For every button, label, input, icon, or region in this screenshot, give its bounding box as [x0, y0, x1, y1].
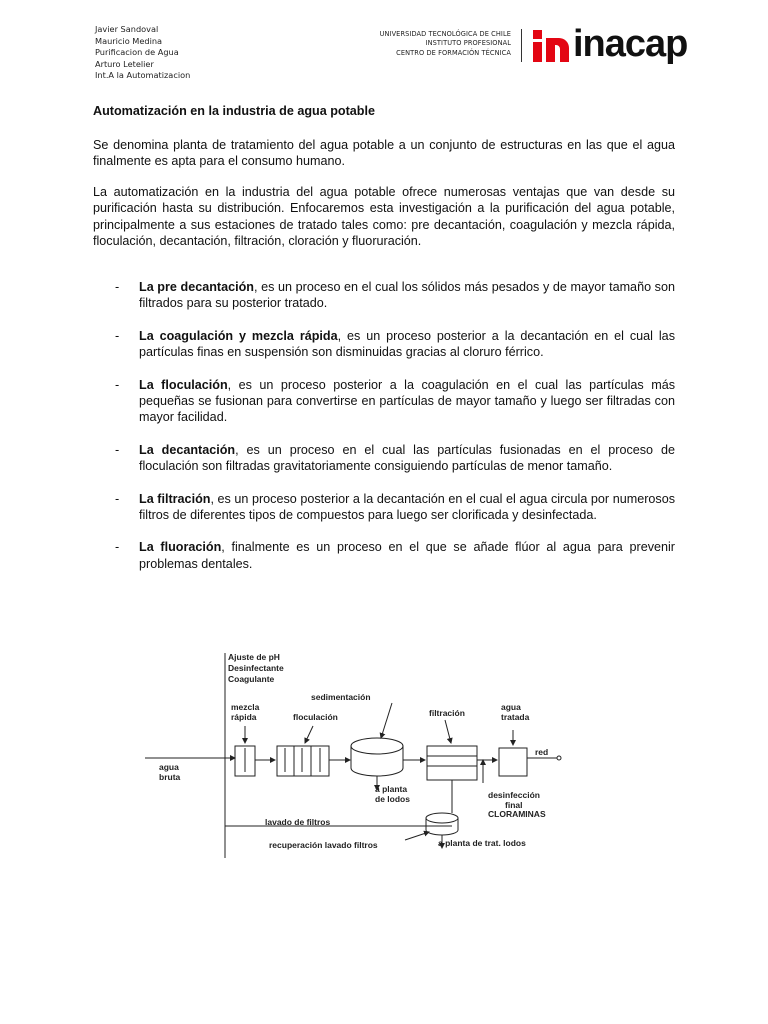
label-rapida: rápida — [231, 712, 257, 722]
author-line: Javier Sandoval — [95, 24, 159, 34]
institution-line: UNIVERSIDAD TECNOLÓGICA DE CHILE — [379, 30, 511, 38]
item-term: La floculación — [139, 377, 228, 392]
paragraph: Se denomina planta de tratamiento del agua potable a un conjunto de estructuras en las que el agua finalmente es apta para el consumo humano. — [93, 138, 675, 169]
label-desinfectante: Desinfectante — [228, 663, 284, 673]
pointer-arrow — [405, 832, 429, 840]
label-agua-bruta: agua — [159, 762, 179, 772]
label-recuperacion: recuperación lavado filtros — [269, 840, 378, 850]
label-final: final — [505, 800, 523, 810]
sedimentation-top — [351, 738, 403, 754]
author-line: Int.A la Automatizacion — [95, 70, 191, 81]
label-desinfeccion: desinfección — [488, 790, 540, 800]
bullet-dash: - — [115, 491, 120, 506]
item-text: , es un proceso posterior a la decantación en el cual las partículas finas en suspensión son disminuidas gracias al cloruro férrico. — [139, 328, 675, 360]
bullet-dash: - — [115, 442, 120, 457]
item-term: La coagulación y mezcla rápida — [139, 328, 338, 343]
label-agua-tratada: agua — [501, 702, 521, 712]
label-floculacion: floculación — [293, 712, 338, 722]
institution-line: INSTITUTO PROFESIONAL — [425, 39, 511, 48]
label-filtracion: filtración — [429, 708, 465, 718]
pointer-arrow — [445, 720, 451, 743]
item-text: , es un proceso posterior a la decantación en el cual el agua circula por numerosos filtros de diferentes tipos de compuestos para luego ser clorificada y desinfectada. — [139, 491, 675, 523]
label-planta-lodos: de lodos — [375, 794, 410, 804]
filtration-unit — [427, 746, 477, 780]
label-sedimentacion: sedimentación — [311, 692, 371, 702]
list-item — [93, 539, 675, 572]
label-agua-bruta: bruta — [159, 772, 181, 782]
inacap-logo-text: inacap — [573, 23, 688, 65]
label-ajuste-ph: Ajuste de pH — [228, 652, 280, 662]
inacap-logo-mark — [533, 30, 571, 62]
item-text: , es un proceso en el cual los sólidos más pesados y de mayor tamaño son filtrados para su posterior tratado. — [139, 280, 675, 311]
item-text: , finalmente es un proceso en el que se añade flúor al agua para prevenir problemas dentales. — [139, 540, 675, 571]
item-term: La fluoración — [139, 540, 222, 555]
item-term: La filtración — [139, 491, 211, 506]
label-red: red — [535, 747, 549, 757]
list-item — [93, 491, 675, 524]
bullet-dash: - — [115, 540, 120, 555]
author-line: Arturo Letelier — [95, 58, 154, 69]
author-list — [95, 24, 190, 82]
author-line: Purificacion de Agua — [95, 47, 179, 58]
label-coagulante: Coagulante — [228, 674, 275, 684]
list-item — [93, 377, 675, 426]
list-item — [93, 328, 675, 361]
author-line: Mauricio Medina — [95, 35, 163, 46]
sedimentation-tank — [351, 746, 403, 776]
label-planta-lodos: a planta — [375, 784, 408, 794]
item-text: , es un proceso en el cual las partículas fusionadas en el proceso de floculación son filtradas gravitatoriamente consiguiendo partículas de menor tamaño. — [139, 442, 676, 474]
header-divider — [521, 29, 522, 62]
pointer-arrow — [381, 703, 392, 738]
pointer-arrow — [305, 726, 313, 743]
process-list — [93, 279, 675, 572]
bullet-dash: - — [115, 377, 120, 392]
institution-block — [380, 30, 511, 58]
label-cloraminas: CLORAMINAS — [488, 809, 546, 819]
label-agua-tratada: tratada — [501, 712, 530, 722]
network-outlet — [557, 756, 561, 760]
bullet-dash: - — [115, 328, 120, 343]
item-term: La decantación — [139, 442, 236, 457]
list-item — [93, 442, 675, 475]
institution-line: CENTRO DE FORMACIÓN TÉCNICA — [396, 48, 511, 57]
paragraph: La automatización en la industria del agua potable ofrece numerosas ventajas que van desde su purificación hasta su distribución. Enfocaremos esta investigación a la purificación del agua potable, principalmente a sus estaciones de tratado tales como: pre decantación, coagulación y mezcla rápida, floculación, decantación, filtración, cloración y fluoruración. — [93, 185, 675, 249]
label-planta-trat: a planta de trat. lodos — [438, 838, 526, 848]
list-item — [93, 279, 675, 312]
item-text: , es un proceso posterior a la coagulación en el cual las partículas más pequeñas se fusionan para convertirse en partículas de mayor tamaño y luego ser filtradas con mayor facilidad. — [139, 377, 675, 425]
process-diagram — [145, 648, 575, 858]
bullet-dash: - — [115, 280, 120, 294]
label-mezcla: mezcla — [231, 702, 260, 712]
document-title: Automatización en la industria de agua potable — [93, 104, 376, 118]
label-lavado-filtros: lavado de filtros — [265, 817, 331, 827]
item-term: La pre decantación — [139, 280, 254, 294]
recovery-tank-top — [426, 813, 458, 823]
treated-water-tank — [499, 748, 527, 776]
